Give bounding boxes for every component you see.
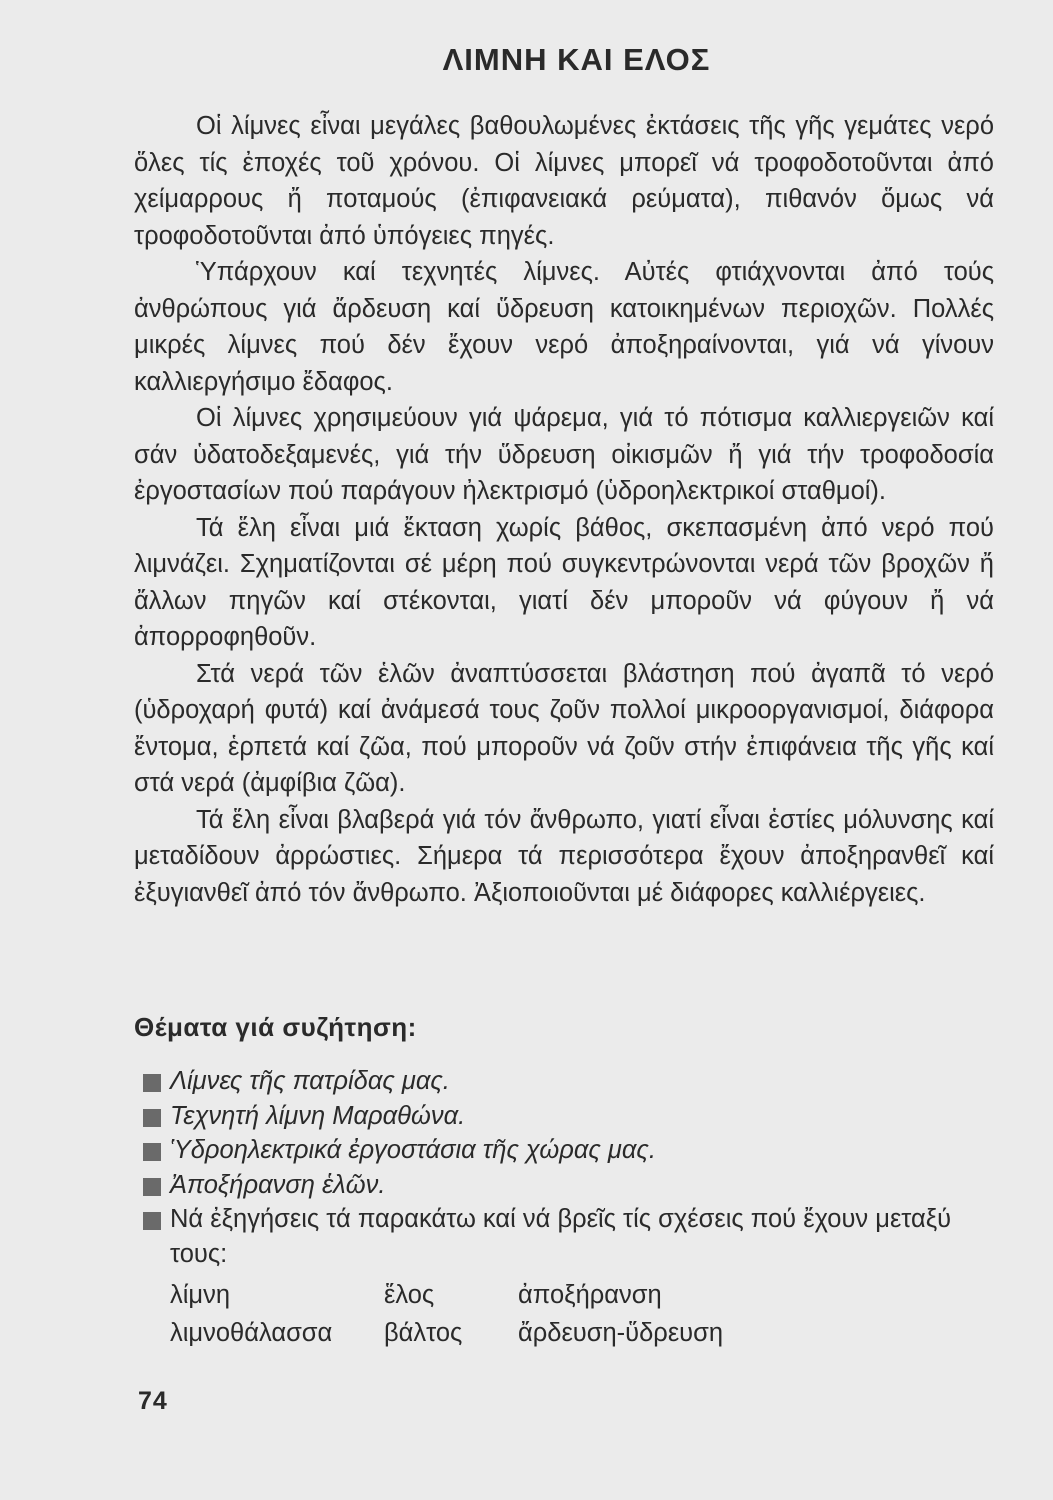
page-title: ΛΙΜΝΗ ΚΑΙ ΕΛΟΣ	[442, 42, 711, 77]
list-item	[140, 1168, 1000, 1203]
vocabulary-word: βάλτος	[384, 1319, 463, 1347]
vocabulary-word: λίμνη	[170, 1281, 231, 1309]
paragraph: Στά νερά τῶν ἑλῶν ἀναπτύσσεται βλάστηση πού ἀγαπᾶ τό νερό (ὑδροχαρή φυτά) καί ἀνάμεσά τους ζοῦν πολλοί μικροοργανισμοί, διάφορα ἔντομα, ἑρπετά καί ζῶα, πού μποροῦν νά ζοῦν στήν ἐπιφάνεια τῆς γῆς καί στά νερά (ἀμφίβια ζῶα).	[134, 659, 994, 797]
paragraph: Τά ἕλη εἶναι μιά ἔκταση χωρίς βάθος, σκεπασμένη ἀπό νερό πού λιμνάζει. Σχηματίζονται σέ μέρη πού συγκεντρώνονται νερά τῶν βροχῶν ἤ ἄλλων πηγῶν καί στέκονται, γιατί δέν μποροῦν νά φύγουν ἤ νά ἀπορροφηθοῦν.	[134, 513, 994, 651]
list-item	[140, 1099, 1000, 1134]
topic-text: Ἀποξήρανση ἑλῶν.	[170, 1170, 386, 1199]
topic-text: Ὑδροηλεκτρικά ἐργοστάσια τῆς χώρας μας.	[170, 1136, 656, 1164]
vocabulary-table	[170, 1276, 723, 1352]
page-number: 74	[138, 1387, 168, 1415]
topic-text: Λίμνες τῆς πατρίδας μας.	[170, 1067, 450, 1095]
topics-heading: Θέματα γιά συζήτηση:	[134, 1012, 417, 1042]
vocabulary-row	[170, 1276, 723, 1314]
square-bullet-icon	[143, 1109, 161, 1127]
vocabulary-word: ἄρδευση-ὕδρευση	[518, 1319, 724, 1347]
topic-text: Νά ἐξηγήσεις τά παρακάτω καί νά βρεῖς τίς σχέσεις πού ἔχουν μεταξύ τους:	[170, 1205, 952, 1268]
body-text	[134, 108, 994, 911]
list-item	[140, 1202, 1000, 1271]
vocabulary-word: ἕλος	[384, 1281, 435, 1309]
paragraph: Ὑπάρχουν καί τεχνητές λίμνες. Αὐτές φτιάχνονται ἀπό τούς ἀνθρώπους γιά ἄρδευση καί ὕδρευση κατοικημένων περιοχῶν. Πολλές μικρές λίμνες πού δέν ἔχουν νερό ἀποξηραίνονται, γιά νά γίνουν καλλιεργήσιμο ἔδαφος.	[134, 258, 994, 396]
paragraph: Οἱ λίμνες χρησιμεύουν γιά ψάρεμα, γιά τό πότισμα καλλιεργειῶν καί σάν ὑδατοδεξαμενές, γιά τήν ὕδρευση οἰκισμῶν ἤ γιά τήν τροφοδοσία ἐργοστασίων πού παράγουν ἠλεκτρισμό (ὑδροηλεκτρικοί σταθμοί).	[134, 404, 994, 505]
list-item	[140, 1133, 1000, 1168]
topic-text: Τεχνητή λίμνη Μαραθώνα.	[170, 1101, 466, 1130]
square-bullet-icon	[143, 1143, 161, 1161]
square-bullet-icon	[143, 1212, 161, 1230]
paragraph: Οἱ λίμνες εἶναι μεγάλες βαθουλωμένες ἐκτάσεις τῆς γῆς γεμάτες νερό ὅλες τίς ἐποχές τοῦ χρόνου. Οἱ λίμνες μπορεῖ νά τροφοδοτοῦνται ἀπό χείμαρρους ἤ ποταμούς (ἐπιφανειακά ρεύματα), πιθανόν ὅμως νά τροφοδοτοῦνται ἀπό ὑπόγειες πηγές.	[134, 112, 994, 250]
vocabulary-row	[170, 1314, 723, 1352]
topics-list	[140, 1064, 1000, 1271]
square-bullet-icon	[143, 1178, 161, 1196]
paragraph: Τά ἕλη εἶναι βλαβερά γιά τόν ἄνθρωπο, γιατί εἶναι ἑστίες μόλυνσης καί μεταδίδουν ἀρρώστιες. Σήμερα τά περισσότερα ἔχουν ἀποξηρανθεῖ καί ἐξυγιανθεῖ ἀπό τόν ἄνθρωπο. Ἀξιοποιοῦνται μέ διάφορες καλλιέργειες.	[134, 805, 994, 907]
vocabulary-word: λιμνοθάλασσα	[170, 1319, 333, 1347]
list-item	[140, 1064, 1000, 1099]
vocabulary-word: ἀποξήρανση	[518, 1281, 662, 1309]
square-bullet-icon	[143, 1074, 161, 1092]
